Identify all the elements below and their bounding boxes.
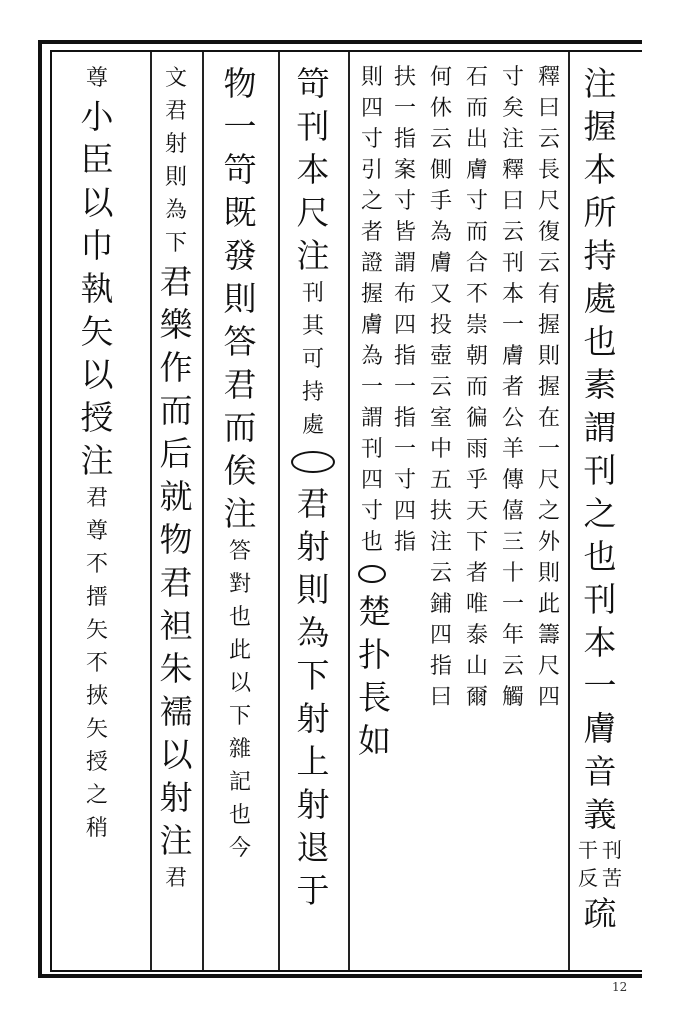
glyph: 四 <box>360 96 383 121</box>
glyph: 持 <box>583 236 617 275</box>
text-column <box>75 62 119 845</box>
glyph: 謂 <box>360 406 383 431</box>
glyph: 袒 <box>159 606 193 645</box>
glyph: 泰 <box>465 623 488 648</box>
glyph: 指 <box>393 344 416 369</box>
glyph: 刊 <box>301 281 324 306</box>
glyph: 下 <box>164 231 187 256</box>
glyph: 射 <box>296 527 330 566</box>
glyph: 之 <box>537 499 560 524</box>
glyph: 而 <box>465 220 488 245</box>
glyph: 證 <box>360 251 383 276</box>
glyph: 音 <box>583 752 617 791</box>
glyph: 于 <box>296 871 330 910</box>
glyph: 本 <box>583 150 617 189</box>
glyph: 室 <box>429 406 452 431</box>
glyph: 注 <box>583 64 617 103</box>
glyph: 一 <box>501 592 524 617</box>
glyph: 笴 <box>296 64 330 103</box>
glyph: 四 <box>429 623 452 648</box>
glyph: 持 <box>301 380 324 405</box>
glyph: 下 <box>228 704 251 729</box>
glyph: 寸 <box>501 65 524 90</box>
glyph: 曰 <box>501 189 524 214</box>
glyph: 君 <box>164 99 187 124</box>
glyph: 為 <box>296 613 330 652</box>
glyph: 尺 <box>537 189 560 214</box>
glyph: 本 <box>583 623 617 662</box>
glyph: 疏 <box>583 894 617 933</box>
glyph: 年 <box>501 623 524 648</box>
glyph: 引 <box>360 158 383 183</box>
glyph: 指 <box>429 654 452 679</box>
glyph: 一 <box>583 666 617 705</box>
glyph: 則 <box>223 279 257 318</box>
glyph: 者 <box>501 375 524 400</box>
glyph: 物 <box>223 64 257 103</box>
glyph: 答 <box>228 539 251 564</box>
glyph: 一 <box>223 107 257 146</box>
glyph: 寸 <box>393 189 416 214</box>
glyph: 云 <box>501 220 524 245</box>
glyph: 不 <box>85 552 108 577</box>
glyph: 挾 <box>85 684 108 709</box>
glyph: 矢 <box>85 717 108 742</box>
glyph: 云 <box>429 375 452 400</box>
text-column <box>427 62 455 713</box>
glyph: 雨 <box>465 437 488 462</box>
text-column <box>535 62 563 713</box>
glyph: 刊 <box>501 251 524 276</box>
glyph: 云 <box>537 127 560 152</box>
glyph: 也 <box>583 537 617 576</box>
glyph: 云 <box>501 654 524 679</box>
glyph: 朱 <box>159 649 193 688</box>
glyph: 如 <box>358 721 391 760</box>
glyph: 布 <box>393 282 416 307</box>
glyph: 就 <box>159 477 193 516</box>
glyph: 合 <box>465 251 488 276</box>
glyph: 而 <box>465 96 488 121</box>
glyph: 本 <box>296 150 330 189</box>
glyph: 指 <box>393 530 416 555</box>
glyph: 天 <box>465 499 488 524</box>
glyph: 不 <box>465 282 488 307</box>
glyph: 之 <box>85 783 108 808</box>
glyph: 釋 <box>537 65 560 90</box>
glyph: 以 <box>80 183 114 222</box>
glyph: 記 <box>228 770 251 795</box>
glyph: 則 <box>360 65 383 90</box>
glyph: 膚 <box>501 344 524 369</box>
glyph: 膚 <box>465 158 488 183</box>
glyph: 襦 <box>159 692 193 731</box>
glyph: 握 <box>537 313 560 338</box>
glyph: 握 <box>360 282 383 307</box>
glyph: 鋪 <box>429 592 452 617</box>
glyph: 唯 <box>465 592 488 617</box>
glyph: 扶 <box>429 499 452 524</box>
glyph: 之 <box>360 189 383 214</box>
glyph: 注 <box>296 236 330 275</box>
glyph: 不 <box>85 651 108 676</box>
glyph: 一 <box>393 375 416 400</box>
glyph: 者 <box>465 561 488 586</box>
glyph: 五 <box>429 468 452 493</box>
glyph: 僖 <box>501 499 524 524</box>
glyph: 搢 <box>85 585 108 610</box>
glyph: 對 <box>228 572 251 597</box>
glyph: 握 <box>537 375 560 400</box>
glyph: 執 <box>80 269 114 308</box>
text-column <box>358 62 391 762</box>
glyph: 既 <box>223 193 257 232</box>
glyph: 后 <box>159 434 193 473</box>
glyph: 稍 <box>85 816 108 841</box>
glyph: 授 <box>80 398 114 437</box>
glyph: 中 <box>429 437 452 462</box>
glyph: 出 <box>465 127 488 152</box>
glyph: 巾 <box>80 226 114 265</box>
glyph: 長 <box>537 158 560 183</box>
glyph: 尺 <box>537 468 560 493</box>
page-number: 12 <box>612 980 628 994</box>
glyph: 四 <box>393 499 416 524</box>
glyph: 刊 <box>583 580 617 619</box>
glyph: 指 <box>393 127 416 152</box>
text-column <box>291 62 335 912</box>
glyph: 云 <box>537 251 560 276</box>
glyph: 曰 <box>429 685 452 710</box>
glyph: 可 <box>301 347 324 372</box>
glyph: 徧 <box>465 406 488 431</box>
glyph: 謂 <box>393 251 416 276</box>
glyph: 爾 <box>465 685 488 710</box>
glyph: 射 <box>296 699 330 738</box>
circle-mark-icon <box>358 565 386 583</box>
glyph: 發 <box>223 236 257 275</box>
glyph: 為 <box>164 198 187 223</box>
glyph: 而 <box>159 391 193 430</box>
text-column <box>463 62 491 713</box>
glyph: 羊 <box>501 437 524 462</box>
glyph: 山 <box>465 654 488 679</box>
glyph: 傳 <box>501 468 524 493</box>
glyph: 注 <box>159 821 193 860</box>
glyph: 崇 <box>465 313 488 338</box>
glyph: 刊 <box>360 437 383 462</box>
glyph: 謂 <box>583 408 617 447</box>
glyph: 膚 <box>360 313 383 338</box>
glyph: 皆 <box>393 220 416 245</box>
text-column <box>499 62 527 713</box>
glyph: 樂 <box>159 305 193 344</box>
glyph: 也 <box>583 322 617 361</box>
glyph: 尺 <box>537 654 560 679</box>
glyph: 握 <box>583 107 617 146</box>
glyph: 素 <box>583 365 617 404</box>
glyph: 為 <box>360 344 383 369</box>
glyph: 所 <box>583 193 617 232</box>
glyph: 矢 <box>85 618 108 643</box>
glyph: 一 <box>360 375 383 400</box>
glyph: 外 <box>537 530 560 555</box>
glyph: 則 <box>296 570 330 609</box>
glyph: 射 <box>159 778 193 817</box>
glyph: 上 <box>296 742 330 781</box>
glyph: 注 <box>223 494 257 533</box>
glyph: 寸 <box>360 499 383 524</box>
glyph: 朝 <box>465 344 488 369</box>
glyph: 之 <box>583 494 617 533</box>
column-rule <box>278 52 280 970</box>
glyph: 膚 <box>583 709 617 748</box>
glyph: 矣 <box>501 96 524 121</box>
glyph: 矢 <box>80 312 114 351</box>
glyph: 下 <box>296 656 330 695</box>
glyph: 在 <box>537 406 560 431</box>
glyph: 注 <box>80 441 114 480</box>
glyph: 義 <box>583 795 617 834</box>
glyph: 為 <box>429 220 452 245</box>
glyph: 也 <box>228 605 251 630</box>
glyph: 物 <box>159 520 193 559</box>
glyph: 注 <box>429 530 452 555</box>
glyph: 寸 <box>393 468 416 493</box>
glyph: 寸 <box>465 189 488 214</box>
glyph: 何 <box>429 65 452 90</box>
glyph: 君 <box>223 365 257 404</box>
glyph: 四 <box>393 313 416 338</box>
glyph: 刊 <box>296 107 330 146</box>
glyph: 又 <box>429 282 452 307</box>
glyph: 君 <box>85 486 108 511</box>
glyph: 四 <box>537 685 560 710</box>
glyph: 此 <box>537 592 560 617</box>
glyph: 作 <box>159 348 193 387</box>
glyph: 今 <box>228 836 251 861</box>
glyph: 一 <box>393 96 416 121</box>
glyph: 俟 <box>223 451 257 490</box>
circle-mark-icon <box>291 451 335 473</box>
glyph: 本 <box>501 282 524 307</box>
glyph: 一 <box>537 437 560 462</box>
glyph: 其 <box>301 314 324 339</box>
glyph: 處 <box>301 413 324 438</box>
glyph: 君 <box>164 866 187 891</box>
glyph: 乎 <box>465 468 488 493</box>
glyph: 雜 <box>228 737 251 762</box>
glyph: 尊 <box>85 519 108 544</box>
glyph: 云 <box>429 127 452 152</box>
glyph: 射 <box>164 132 187 157</box>
glyph: 君 <box>159 563 193 602</box>
glyph: 則 <box>537 344 560 369</box>
glyph: 四 <box>360 468 383 493</box>
glyph: 曰 <box>537 96 560 121</box>
glyph: 則 <box>537 561 560 586</box>
glyph: 石 <box>465 65 488 90</box>
glyph: 膚 <box>429 251 452 276</box>
glyph: 十 <box>501 561 524 586</box>
glyph: 有 <box>537 282 560 307</box>
glyph: 公 <box>501 406 524 431</box>
glyph: 也 <box>228 803 251 828</box>
glyph: 此 <box>228 638 251 663</box>
glyph: 退 <box>296 828 330 867</box>
text-column <box>578 62 622 935</box>
glyph: 手 <box>429 189 452 214</box>
glyph: 臣 <box>80 140 114 179</box>
glyph: 刊 <box>583 451 617 490</box>
column-rule <box>568 52 570 970</box>
glyph: 君 <box>159 262 193 301</box>
glyph: 釋 <box>501 158 524 183</box>
glyph: 投 <box>429 313 452 338</box>
glyph: 一 <box>393 437 416 462</box>
glyph: 案 <box>393 158 416 183</box>
glyph: 則 <box>164 165 187 190</box>
glyph: 側 <box>429 158 452 183</box>
glyph: 也 <box>360 530 383 555</box>
glyph: 下 <box>465 530 488 555</box>
column-rule <box>150 52 152 970</box>
text-column <box>218 62 262 865</box>
glyph: 射 <box>296 785 330 824</box>
glyph: 三 <box>501 530 524 555</box>
glyph: 休 <box>429 96 452 121</box>
glyph: 文 <box>164 66 187 91</box>
glyph: 以 <box>159 735 193 774</box>
glyph: 楚 <box>358 592 391 631</box>
annotation: 干 反 刊 苦 <box>578 838 622 890</box>
glyph: 觸 <box>501 685 524 710</box>
glyph: 云 <box>429 561 452 586</box>
glyph: 寸 <box>360 127 383 152</box>
column-rule <box>202 52 204 970</box>
glyph: 扑 <box>358 635 391 674</box>
glyph: 指 <box>393 406 416 431</box>
glyph: 君 <box>296 484 330 523</box>
glyph: 處 <box>583 279 617 318</box>
glyph: 籌 <box>537 623 560 648</box>
glyph: 尊 <box>85 66 108 91</box>
glyph: 者 <box>360 220 383 245</box>
glyph: 而 <box>223 408 257 447</box>
glyph: 而 <box>465 375 488 400</box>
glyph: 尺 <box>296 193 330 232</box>
text-column <box>154 62 198 895</box>
column-rule <box>348 52 350 970</box>
glyph: 答 <box>223 322 257 361</box>
glyph: 以 <box>80 355 114 394</box>
glyph: 長 <box>358 678 391 717</box>
glyph: 以 <box>228 671 251 696</box>
glyph: 一 <box>501 313 524 338</box>
glyph: 壺 <box>429 344 452 369</box>
glyph: 復 <box>537 220 560 245</box>
glyph: 扶 <box>393 65 416 90</box>
text-column <box>391 62 419 558</box>
glyph: 小 <box>80 97 114 136</box>
glyph: 笴 <box>223 150 257 189</box>
glyph: 注 <box>501 127 524 152</box>
glyph: 授 <box>85 750 108 775</box>
